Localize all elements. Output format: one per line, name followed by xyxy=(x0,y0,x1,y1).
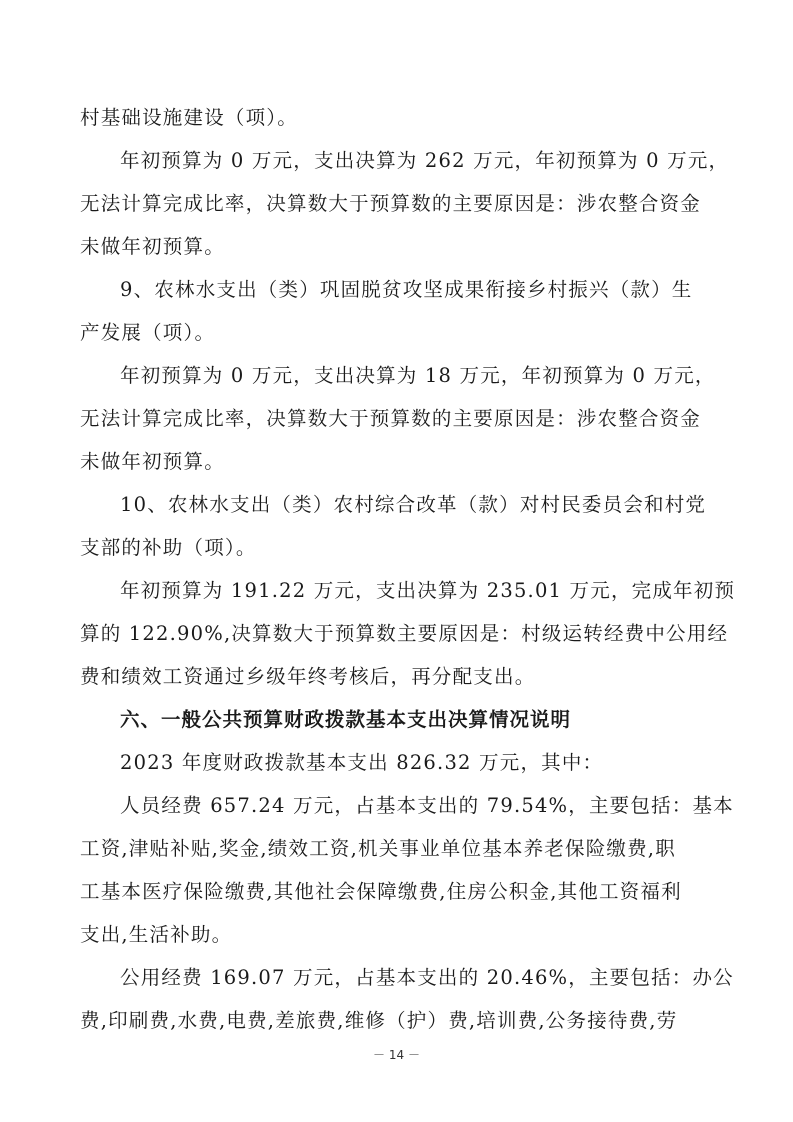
text-line: 产发展（项）。 xyxy=(80,321,216,344)
text-line: 算的 122.90%,决算数大于预算数主要原因是：村级运转经费中公用经 xyxy=(80,622,729,645)
text-line: 费和绩效工资通过乡级年终考核后，再分配支出。 xyxy=(80,665,536,688)
text-line: 无法计算完成比率，决算数大于预算数的主要原因是：涉农整合资金 xyxy=(80,192,702,215)
text-line: 村基础设施建设（项）。 xyxy=(80,106,298,129)
text-line: 未做年初预算。 xyxy=(80,450,225,473)
text-line: 支部的补助（项）。 xyxy=(80,536,257,559)
text-line: 工基本医疗保险缴费,其他社会保障缴费,住房公积金,其他工资福利 xyxy=(80,880,682,903)
section-heading: 六、一般公共预算财政拨款基本支出决算情况说明 xyxy=(120,708,572,731)
text-line: 支出,生活补助。 xyxy=(80,923,233,946)
text-line: 未做年初预算。 xyxy=(80,235,225,258)
text-line: 工资,津贴补贴,奖金,绩效工资,机关事业单位基本养老保险缴费,职 xyxy=(80,837,676,860)
text-line: 无法计算完成比率，决算数大于预算数的主要原因是：涉农整合资金 xyxy=(80,407,702,430)
text-line: 年初预算为 0 万元，支出决算为 262 万元，年初预算为 0 万元， xyxy=(120,149,730,172)
text-line: 年初预算为 0 万元，支出决算为 18 万元，年初预算为 0 万元， xyxy=(120,364,716,387)
text-line: 公用经费 169.07 万元，占基本支出的 20.46%，主要包括：办公 xyxy=(120,966,734,989)
text-line: 10、农林水支出（类）农村综合改革（款）对村民委员会和村党 xyxy=(120,493,707,516)
page-number: － 14 － xyxy=(373,1048,420,1062)
text-line: 年初预算为 191.22 万元，支出决算为 235.01 万元，完成年初预 xyxy=(120,579,736,602)
text-line: 费,印刷费,水费,电费,差旅费,维修（护）费,培训费,公务接待费,劳 xyxy=(80,1009,678,1032)
text-line: 2023 年度财政拨款基本支出 826.32 万元，其中： xyxy=(120,751,604,774)
text-line: 人员经费 657.24 万元，占基本支出的 79.54%，主要包括：基本 xyxy=(120,794,734,817)
text-line: 9、农林水支出（类）巩固脱贫攻坚成果衔接乡村振兴（款）生 xyxy=(120,278,693,301)
